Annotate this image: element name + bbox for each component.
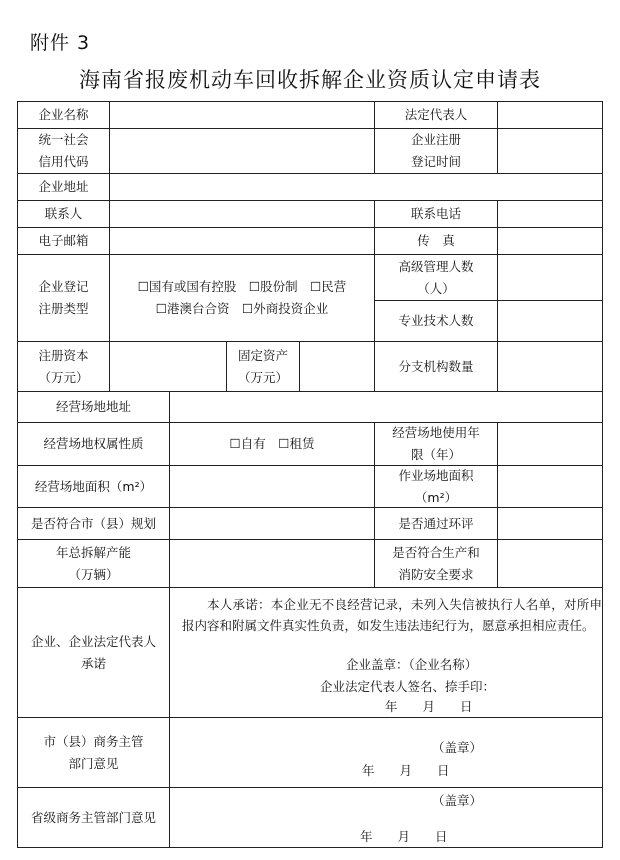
label-email: 电子邮箱 bbox=[17, 227, 110, 255]
label-tech-staff: 专业技术人数 bbox=[374, 300, 498, 342]
field-reg-capital[interactable] bbox=[109, 341, 227, 392]
label-contact: 联系人 bbox=[17, 200, 110, 228]
field-eia[interactable] bbox=[497, 507, 603, 540]
field-tech-staff[interactable] bbox=[497, 300, 603, 342]
city-date: 年 月 日 bbox=[362, 763, 450, 778]
label-senior-mgmt: 高级管理人数 （人） bbox=[374, 254, 498, 301]
label-credit-code: 统一社会 信用代码 bbox=[17, 128, 110, 174]
label-legal-rep: 法定代表人 bbox=[374, 101, 498, 129]
field-work-area[interactable] bbox=[497, 465, 603, 508]
label-city-plan: 是否符合市（县）规划 bbox=[17, 507, 170, 540]
label-reg-type: 企业登记 注册类型 bbox=[17, 254, 110, 342]
label-eia: 是否通过环评 bbox=[374, 507, 498, 540]
field-address[interactable] bbox=[109, 173, 603, 201]
label-fixed-assets: 固定资产 （万元） bbox=[226, 341, 300, 392]
field-legal-rep[interactable] bbox=[497, 101, 603, 129]
reg-type-options[interactable]: ☐国有或国有控股 ☐股份制 ☐民营 ☐港澳台合资 ☐外商投资企业 bbox=[109, 254, 375, 342]
promise-seal: 企业盖章：（企业名称） bbox=[346, 657, 478, 672]
field-branches[interactable] bbox=[497, 341, 603, 392]
label-site-area: 经营场地面积（m²） bbox=[17, 465, 170, 508]
label-reg-time: 企业注册 登记时间 bbox=[374, 128, 498, 174]
ownership-options[interactable]: ☐自有 ☐租赁 bbox=[169, 422, 375, 466]
field-site-use-years[interactable] bbox=[497, 422, 603, 466]
field-company-name[interactable] bbox=[109, 101, 375, 129]
field-site-area[interactable] bbox=[169, 465, 375, 508]
label-province-opinion: 省级商务主管部门意见 bbox=[17, 787, 170, 848]
label-work-area: 作业场地面积 （m²） bbox=[374, 465, 498, 508]
label-annual-capacity: 年总拆解产能 （万辆） bbox=[17, 539, 170, 588]
label-site-ownership: 经营场地权属性质 bbox=[17, 422, 170, 466]
field-contact[interactable] bbox=[109, 200, 375, 228]
field-credit-code[interactable] bbox=[109, 128, 375, 174]
label-phone: 联系电话 bbox=[374, 200, 498, 228]
field-senior-mgmt[interactable] bbox=[497, 254, 603, 301]
province-date: 年 月 日 bbox=[360, 829, 448, 844]
label-fax: 传 真 bbox=[374, 227, 498, 255]
label-site-address: 经营场地地址 bbox=[17, 391, 170, 423]
field-fax[interactable] bbox=[497, 227, 603, 255]
field-annual-capacity[interactable] bbox=[169, 539, 375, 588]
label-site-use-years: 经营场地使用年 限（年） bbox=[374, 422, 498, 466]
field-safety[interactable] bbox=[497, 539, 603, 588]
field-reg-time[interactable] bbox=[497, 128, 603, 174]
label-address: 企业地址 bbox=[17, 173, 110, 201]
field-city-plan[interactable] bbox=[169, 507, 375, 540]
promise-text: 本人承诺：本企业无不良经营记录，未列入失信被执行人名单，对所申报内容和附属文件真实性负责，如发生违法违纪行为，愿意承担相应责任。 bbox=[182, 597, 602, 634]
attachment-label: 附件 3 bbox=[30, 32, 91, 54]
field-site-address[interactable] bbox=[169, 391, 603, 423]
field-phone[interactable] bbox=[497, 200, 603, 228]
form-title: 海南省报废机动车回收拆解企业资质认定申请表 bbox=[79, 68, 541, 92]
city-seal: （盖章） bbox=[432, 740, 483, 755]
field-fixed-assets[interactable] bbox=[299, 341, 375, 392]
label-city-opinion: 市（县）商务主管 部门意见 bbox=[17, 717, 170, 788]
promise-date: 年 月 日 bbox=[385, 699, 473, 714]
field-email[interactable] bbox=[109, 227, 375, 255]
label-company-name: 企业名称 bbox=[17, 101, 110, 129]
label-promise: 企业、企业法定代表人 承诺 bbox=[17, 587, 170, 718]
label-branches: 分支机构数量 bbox=[374, 341, 498, 392]
label-reg-capital: 注册资本 （万元） bbox=[17, 341, 110, 392]
province-seal: （盖章） bbox=[432, 793, 483, 808]
label-safety: 是否符合生产和 消防安全要求 bbox=[374, 539, 498, 588]
promise-sign: 企业法定代表人签名、捺手印： bbox=[320, 679, 496, 694]
